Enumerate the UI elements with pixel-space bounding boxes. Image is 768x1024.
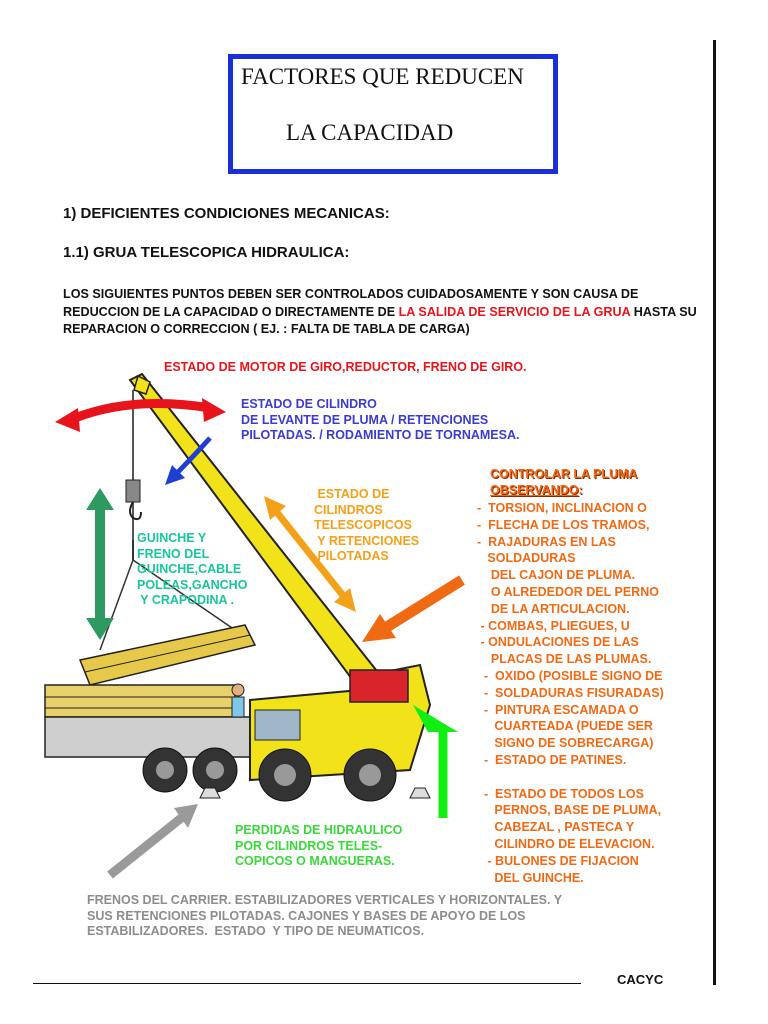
footer-brand: CACYC <box>617 972 664 987</box>
cab-window <box>255 710 300 740</box>
rotation-arrow-head-left <box>55 408 80 432</box>
rotation-arrow <box>70 404 210 420</box>
hook <box>130 502 141 519</box>
outrigger-pad-right <box>410 788 430 798</box>
crane-turret <box>350 670 408 702</box>
control-title-line-2: OBSERVANDO <box>490 483 579 497</box>
label-frenos: FRENOS DEL CARRIER. ESTABILIZADORES VERTICALES Y HORIZONTALES. Y SUS RETENCIONES PILOTADAS. CAJONES Y BASES DE APOYO DE LOS ESTABILIZADORES. ESTADO Y TIPO DE NEUMATICOS. <box>87 893 563 938</box>
intro-highlight: LA SALIDA DE SERVICIO DE LA GRUA <box>398 304 631 319</box>
intro-part-2: HASTA SU REPARACION O CORRECCION ( EJ. : FALTA DE TABLA DE CARGA) <box>63 304 697 336</box>
control-title <box>490 466 637 498</box>
title-line-2: LA CAPACIDAD <box>286 120 454 145</box>
section-heading: 1) DEFICIENTES CONDICIONES MECANICAS: <box>63 205 390 222</box>
intro-part-1: LOS SIGUIENTES PUNTOS DEBEN SER CONTROLADOS CUIDADOSAMENTE Y SON CAUSA DE REDUCCION DE LA CAPACIDAD O DIRECTAMENTE DE <box>63 287 639 319</box>
wheel-hub <box>359 764 381 786</box>
wheel-hub <box>206 761 224 779</box>
worker-head <box>232 684 244 696</box>
intro-paragraph <box>63 286 713 339</box>
boom-inspect-arrow <box>382 580 462 630</box>
label-motor-giro: ESTADO DE MOTOR DE GIRO,REDUCTOR, FRENO DE GIRO. <box>164 360 527 374</box>
hoist-arrow-head-down <box>86 618 114 640</box>
hook-block <box>126 480 140 502</box>
wheel-hub <box>274 764 296 786</box>
label-cilindro-levante: ESTADO DE CILINDRO DE LEVANTE DE PLUMA / RETENCIONES PILOTADAS. / RODAMIENTO DE TORNAMESA. <box>241 397 520 442</box>
outrigger-arrow <box>110 815 185 875</box>
title-line-1: FACTORES QUE REDUCEN <box>241 64 524 89</box>
rotation-arrow-head-right <box>202 398 226 422</box>
wheel-hub <box>156 761 174 779</box>
label-cilindros-telescopicos: ESTADO DE CILINDROS TELESCOPICOS Y RETENCIONES PILOTADAS <box>314 487 420 563</box>
subsection-heading: 1.1) GRUA TELESCOPICA HIDRAULICA: <box>63 244 350 261</box>
footer-rule <box>33 983 581 984</box>
control-title-line-1: CONTROLAR LA PLUMA <box>490 467 638 481</box>
worker-body <box>232 697 244 717</box>
control-title-line-2-wrap <box>490 482 637 498</box>
control-title-suffix: : <box>578 483 583 497</box>
label-guinche: GUINCHE Y FRENO DEL GUINCHE,CABLE POLEAS,GANCHO Y CRAPODINA . <box>137 531 248 607</box>
control-items: - TORSION, INCLINACION O - FLECHA DE LOS TRAMOS, - RAJADURAS EN LAS SOLDADURAS DEL CAJON DE PLUMA. O ALREDEDOR DEL PERNO DE LA ARTICULACION. - COMBAS, PLIEGUES, U - ONDULACIONES DE LAS PLACAS DE LAS PLUMAS. - OXIDO (POSIBLE SIGNO DE - SOLDADURAS FISURADAS) - PINTURA ESCAMADA O CUARTEADA (PUEDE SER SIGNO DE SOBRECARGA) - ESTADO DE PATINES. - ESTADO DE TODOS LOS PERNOS, BASE DE PLUMA, CABEZAL , PASTECA Y CILINDRO DE ELEVACION. - BULONES DE FIJACION DEL GUINCHE. <box>477 501 664 885</box>
label-perdidas: PERDIDAS DE HIDRAULICO POR CILINDROS TELES- COPICOS O MANGUERAS. <box>235 823 403 868</box>
hoist-arrow-head-up <box>86 488 114 510</box>
truck-bed-load <box>45 685 235 717</box>
